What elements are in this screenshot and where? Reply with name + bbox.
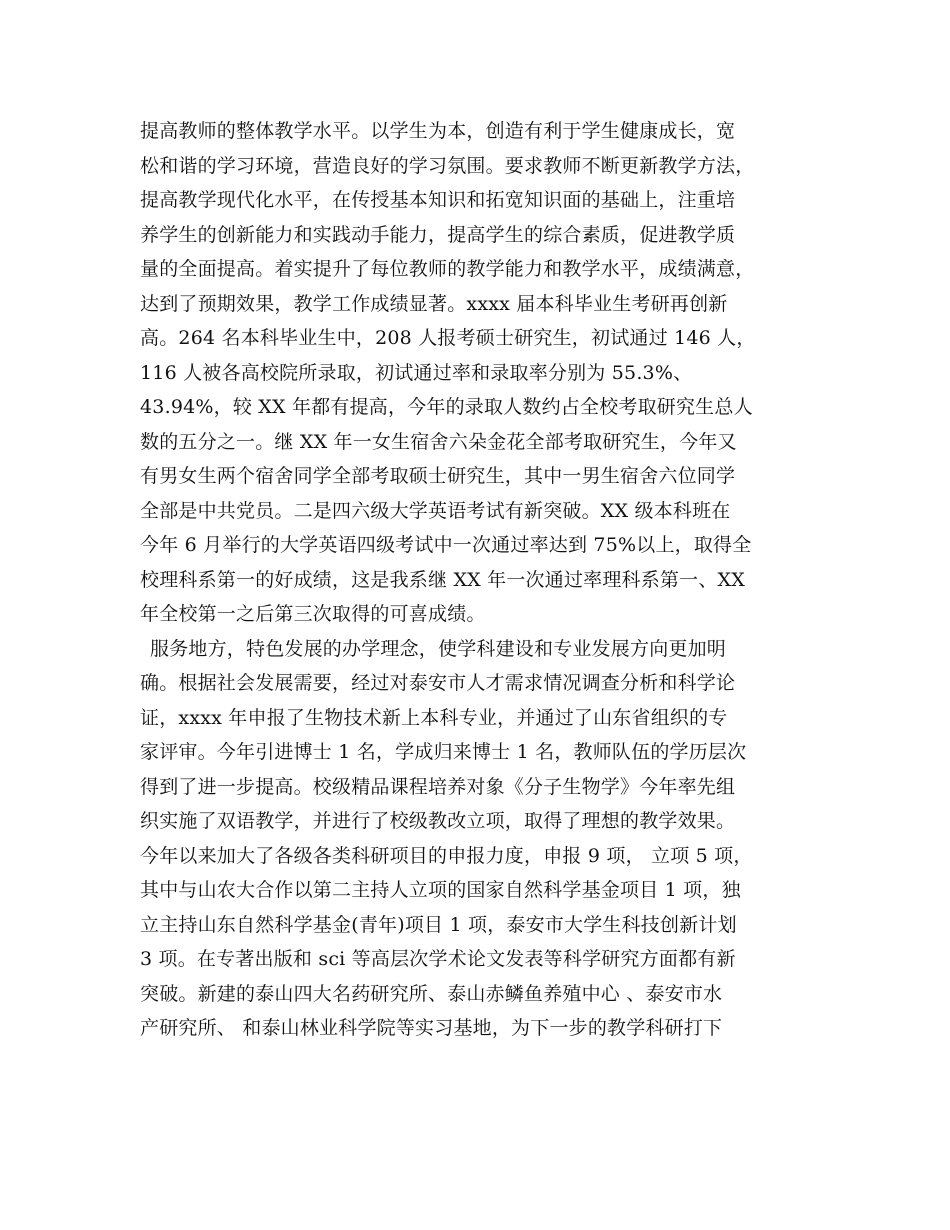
text-line: 织实施了双语教学，并进行了校级教改立项，取得了理想的教学效果。	[140, 810, 736, 832]
text-line: 有男女生两个宿舍同学全部考取硕士研究生，其中一男生宿舍六位同学	[140, 465, 736, 487]
text-line: 校理科系第一的好成绩，这是我系继 XX 年一次通过率理科系第一、XX	[140, 568, 745, 591]
paragraph-2	[140, 632, 820, 1046]
text-line: 116 人被各高校院所录取，初试通过率和录取率分别为 55.3%、	[140, 361, 693, 384]
text-line: 突破。新建的泰山四大名药研究所、泰山赤鳞鱼养殖中心 、泰安市水	[140, 982, 723, 1005]
text-line: 提高教师的整体教学水平。以学生为本，创造有利于学生健康成长，宽	[140, 120, 736, 142]
text-line: 3 项。在专著出版和 sci 等高层次学术论文发表等科学研究方面都有新	[140, 948, 736, 970]
text-line: 全部是中共党员。二是四六级大学英语考试有新突破。XX 级本科班在	[140, 499, 731, 522]
text-line: 今年以来加大了各级各类科研项目的申报力度，申报 9 项， 立项 5 项，	[140, 844, 753, 867]
text-line: 提高教学现代化水平，在传授基本知识和拓宽知识面的基础上，注重培	[140, 189, 736, 211]
text-line: 松和谐的学习环境，营造良好的学习氛围。要求教师不断更新教学方法，	[140, 154, 755, 177]
text-line: 养学生的创新能力和实践动手能力，提高学生的综合素质，促进教学质	[140, 223, 736, 246]
text-line: 其中与山农大合作以第二主持人立项的国家自然科学基金项目 1 项，独	[140, 879, 741, 901]
text-line: 量的全面提高。着实提升了每位教师的教学能力和教学水平，成绩满意，	[140, 258, 755, 280]
paragraph-1	[140, 114, 820, 632]
document-body	[140, 114, 820, 1046]
text-line: 年全校第一之后第三次取得的可喜成绩。	[140, 603, 486, 625]
text-line: 证，xxxx 年申报了生物技术新上本科专业，并通过了山东省组织的专	[140, 706, 728, 729]
text-line: 产研究所、 和泰山林业科学院等实习基地，为下一步的教学科研打下	[140, 1017, 723, 1039]
text-line: 43.94%，较 XX 年都有提高，今年的录取人数约占全校考取研究生总人	[140, 396, 753, 418]
text-line: 今年 6 月举行的大学英语四级考试中一次通过率达到 75%以上，取得全	[140, 534, 752, 556]
text-line: 服务地方，特色发展的办学理念，使学科建设和专业发展方向更加明	[150, 637, 727, 660]
text-line: 家评审。今年引进博士 1 名，学成归来博士 1 名，教师队伍的学历层次	[140, 741, 747, 763]
text-line: 高。264 名本科毕业生中，208 人报考硕士研究生，初试通过 146 人，	[140, 327, 756, 349]
text-line: 得到了进一步提高。校级精品课程培养对象《分子生物学》今年率先组	[140, 775, 736, 798]
text-line: 确。根据社会发展需要，经过对泰安市人才需求情况调查分析和科学论	[140, 672, 736, 694]
text-line: 达到了预期效果，教学工作成绩显著。xxxx 届本科毕业生考研再创新	[140, 292, 728, 315]
text-line: 立主持山东自然科学基金(青年)项目 1 项，泰安市大学生科技创新计划	[140, 913, 737, 936]
text-line: 数的五分之一。继 XX 年一女生宿舍六朵金花全部考取研究生，今年又	[140, 430, 737, 453]
